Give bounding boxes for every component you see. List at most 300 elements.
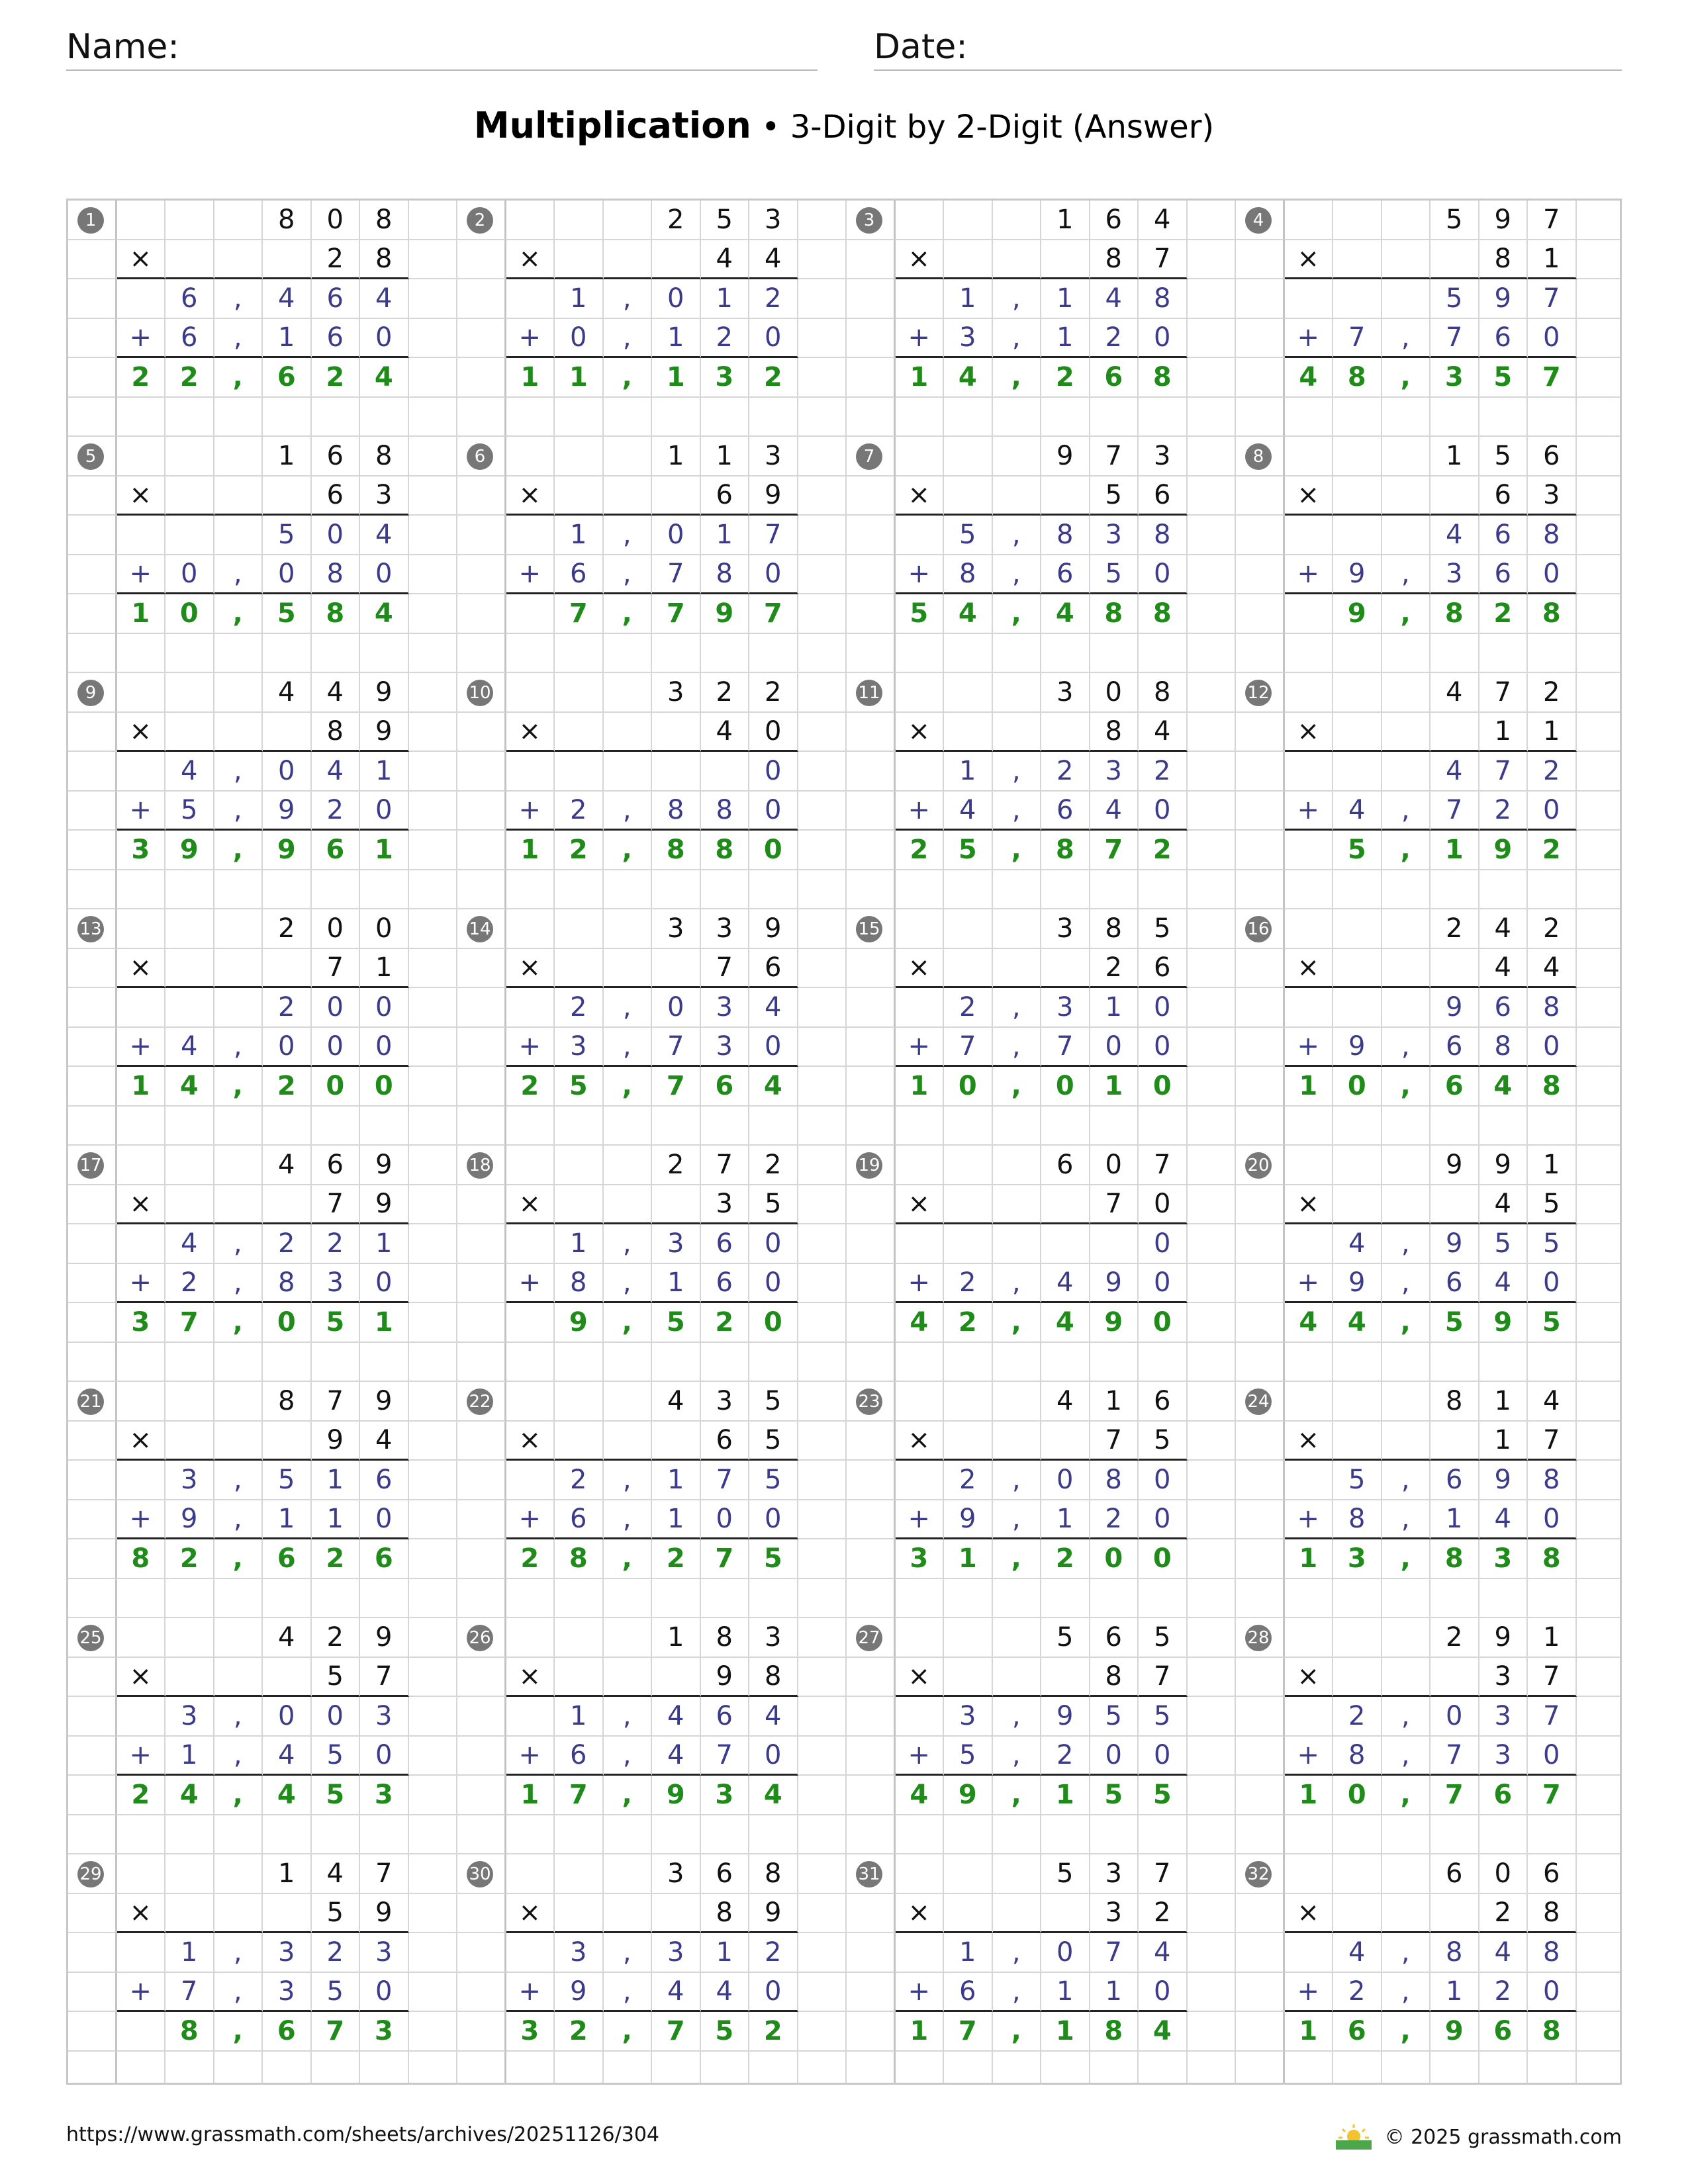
p2-digit: 5 [165, 792, 214, 831]
mult-digit: 1 [1479, 713, 1528, 752]
grid-cell [847, 555, 896, 595]
grid-cell [457, 1737, 506, 1776]
grid-cell [457, 988, 506, 1028]
p1-digit: 1 [360, 1224, 409, 1264]
p1-digit: 4 [1479, 1933, 1528, 1973]
grid-cell [409, 358, 458, 398]
grid-cell [117, 437, 166, 477]
grid-cell [896, 516, 945, 555]
ans-digit: 1 [360, 1303, 409, 1343]
top-digit: 7 [1139, 1146, 1188, 1185]
grid-cell [68, 1737, 117, 1776]
grid-cell [993, 1618, 1042, 1658]
ans-digit: 1 [1430, 831, 1479, 870]
problem-number-badge: 14 [467, 916, 493, 942]
grid-cell [555, 240, 604, 280]
ans-digit: 4 [1139, 2012, 1188, 2052]
ans-digit: 2 [555, 831, 604, 870]
grid-cell [652, 398, 701, 437]
grid-cell [117, 1579, 166, 1619]
grid-cell [1041, 1579, 1090, 1619]
grid-cell [1236, 477, 1285, 516]
p2-digit: 3 [312, 1264, 361, 1304]
grid-cell [1285, 1618, 1334, 1658]
mult-digit: 6 [1479, 477, 1528, 516]
grid-cell [1382, 1343, 1431, 1383]
p2-digit: 9 [263, 792, 312, 831]
p1-digit: 2 [749, 279, 798, 319]
problem-25 [68, 1618, 457, 1854]
grid-cell [798, 1815, 847, 1855]
grid-cell [409, 1618, 458, 1658]
grid-cell [68, 319, 117, 359]
p2-digit: 3 [944, 319, 993, 359]
grid-cell [1577, 949, 1622, 989]
p1-digit: 4 [1430, 516, 1479, 555]
ans-digit: 8 [1528, 594, 1577, 634]
grid-cell [1577, 792, 1622, 831]
grid-cell [457, 1303, 506, 1343]
grid-cell [1577, 1422, 1622, 1461]
grid-cell [214, 2052, 263, 2085]
grid-cell [847, 1224, 896, 1264]
grid-cell [604, 1815, 653, 1855]
grid-cell [993, 713, 1042, 752]
top-digit: 5 [1139, 1618, 1188, 1658]
plus-sign: + [896, 1500, 945, 1540]
ans-digit: 3 [1333, 1539, 1382, 1579]
ans-digit: , [214, 358, 263, 398]
grid-cell [1236, 279, 1285, 319]
ans-digit: 6 [263, 1539, 312, 1579]
p1-digit: , [993, 988, 1042, 1028]
p1-digit: 6 [1479, 516, 1528, 555]
grid-cell [117, 1933, 166, 1973]
grass-sun-icon [1332, 2123, 1376, 2151]
problem-number-badge: 5 [77, 443, 104, 470]
grid-cell [1333, 752, 1382, 792]
grid-cell [1236, 1776, 1285, 1815]
grid-cell [555, 398, 604, 437]
problem-3 [847, 201, 1236, 437]
grid-cell [1236, 1461, 1285, 1500]
grid-cell [1382, 1107, 1431, 1146]
p1-digit: 9 [1430, 1224, 1479, 1264]
grid-cell [457, 1658, 506, 1698]
grid-cell [1236, 2052, 1285, 2085]
grid-cell [1236, 1303, 1285, 1343]
p1-digit: 4 [652, 1697, 701, 1737]
grid-cell [652, 1579, 701, 1619]
grid-cell [896, 1461, 945, 1500]
ans-digit: , [993, 594, 1042, 634]
grid-cell [896, 398, 945, 437]
grid-cell [506, 1224, 555, 1264]
ans-digit: 4 [360, 358, 409, 398]
grid-cell [409, 870, 458, 910]
grid-cell [409, 555, 458, 595]
grid-cell [652, 1107, 701, 1146]
grid-cell [944, 1146, 993, 1185]
grid-cell [1577, 2012, 1622, 2052]
grid-cell [993, 1854, 1042, 1894]
grid-cell [1577, 634, 1622, 674]
grid-cell [409, 1500, 458, 1540]
grid-cell [847, 358, 896, 398]
top-digit: 1 [263, 437, 312, 477]
ans-digit: 0 [1333, 1776, 1382, 1815]
grid-cell [1577, 594, 1622, 634]
grid-cell [1041, 2052, 1090, 2085]
ans-digit: , [214, 1539, 263, 1579]
grid-cell [457, 1933, 506, 1973]
grid-cell [409, 1579, 458, 1619]
grid-cell [409, 634, 458, 674]
grid-cell [409, 1933, 458, 1973]
ans-digit: 6 [1333, 2012, 1382, 2052]
grid-cell [165, 1382, 214, 1422]
grid-cell [896, 909, 945, 949]
p1-digit: 3 [1090, 516, 1139, 555]
p2-digit: 0 [701, 1500, 750, 1540]
p2-digit: 4 [165, 1028, 214, 1068]
ans-digit: 2 [165, 1539, 214, 1579]
p2-digit: 8 [701, 555, 750, 595]
ans-digit: 1 [1041, 1776, 1090, 1815]
grid-cell [652, 1343, 701, 1383]
grid-cell [993, 1894, 1042, 1934]
top-digit: 6 [1139, 1382, 1188, 1422]
grid-cell [68, 1028, 117, 1068]
top-digit: 4 [312, 1854, 361, 1894]
plus-sign: + [896, 1264, 945, 1304]
problem-2 [457, 201, 847, 437]
p1-digit: 8 [1090, 1461, 1139, 1500]
problem-32 [1236, 1854, 1622, 2085]
mult-digit: 1 [1479, 1422, 1528, 1461]
ans-digit: 4 [360, 594, 409, 634]
ans-digit: 4 [263, 1776, 312, 1815]
grid-cell [1188, 594, 1237, 634]
grid-cell [993, 1224, 1042, 1264]
times-sign: × [896, 949, 945, 989]
grid-cell [847, 870, 896, 910]
grid-cell [1577, 1461, 1622, 1500]
problem-15 [847, 909, 1236, 1146]
grid-cell [457, 1500, 506, 1540]
top-digit: 9 [360, 673, 409, 713]
grid-cell [1139, 870, 1188, 910]
grid-cell [117, 1618, 166, 1658]
grid-cell [117, 1146, 166, 1185]
grid-cell [506, 1107, 555, 1146]
grid-cell [896, 752, 945, 792]
grid-cell [68, 398, 117, 437]
top-digit: 0 [360, 909, 409, 949]
top-digit: 7 [1090, 437, 1139, 477]
p2-digit: 0 [749, 1028, 798, 1068]
problem-18 [457, 1146, 847, 1382]
ans-digit: 8 [1430, 594, 1479, 634]
grid-cell [1577, 831, 1622, 870]
date-field[interactable] [874, 20, 1622, 71]
ans-digit: , [604, 1067, 653, 1107]
ans-digit: 0 [1333, 1067, 1382, 1107]
grid-cell [944, 673, 993, 713]
top-digit: 6 [1528, 1854, 1577, 1894]
grid-cell [409, 1264, 458, 1304]
grid-cell [798, 1973, 847, 2013]
problem-number-badge: 3 [856, 207, 882, 234]
grid-cell [1188, 713, 1237, 752]
p2-digit: , [214, 1264, 263, 1304]
grid-cell [1090, 1343, 1139, 1383]
ans-digit: 8 [1430, 1539, 1479, 1579]
grid-cell [1333, 1618, 1382, 1658]
grid-cell [555, 870, 604, 910]
ans-digit: 2 [165, 358, 214, 398]
grid-cell [847, 2012, 896, 2052]
p1-digit: 0 [749, 1224, 798, 1264]
ans-digit: 4 [1285, 358, 1334, 398]
grid-cell [798, 1422, 847, 1461]
mult-digit: 1 [360, 949, 409, 989]
p2-digit: , [1382, 1500, 1431, 1540]
ans-digit: , [1382, 1776, 1431, 1815]
mult-digit: 8 [312, 713, 361, 752]
p1-digit: 0 [312, 988, 361, 1028]
mult-digit: 8 [1090, 240, 1139, 280]
footer-url[interactable]: https://www.grassmath.com/sheets/archives/20251126/304 [66, 2123, 660, 2146]
ans-digit: 8 [1090, 2012, 1139, 2052]
problem-27 [847, 1618, 1236, 1854]
plus-sign: + [896, 555, 945, 595]
grid-cell [263, 634, 312, 674]
grid-cell [360, 398, 409, 437]
grid-cell [555, 1815, 604, 1855]
title-bullet: • [761, 109, 790, 146]
p2-digit: 0 [360, 1973, 409, 2013]
plus-sign: + [1285, 1264, 1334, 1304]
grid-cell [1333, 1854, 1382, 1894]
p1-digit: 1 [555, 516, 604, 555]
p2-digit: 8 [1333, 1500, 1382, 1540]
ans-digit: 8 [1090, 594, 1139, 634]
grid-cell [1285, 1146, 1334, 1185]
grid-cell [1139, 398, 1188, 437]
problem-26 [457, 1618, 847, 1854]
mult-digit: 2 [1479, 1894, 1528, 1934]
grid-cell [1577, 358, 1622, 398]
grid-cell [214, 1343, 263, 1383]
mult-digit: 9 [749, 1894, 798, 1934]
grid-cell [1236, 1422, 1285, 1461]
grid-cell [555, 752, 604, 792]
top-digit: 6 [701, 1854, 750, 1894]
problem-16 [1236, 909, 1622, 1146]
grid-cell [798, 1028, 847, 1068]
grid-cell [117, 1224, 166, 1264]
p1-digit: 2 [555, 1461, 604, 1500]
grid-cell [263, 2052, 312, 2085]
grid-cell [214, 201, 263, 240]
ans-digit: 1 [1285, 1539, 1334, 1579]
p1-digit: 0 [1041, 1933, 1090, 1973]
top-digit: 0 [1090, 673, 1139, 713]
p2-digit: , [604, 1500, 653, 1540]
problem-14 [457, 909, 847, 1146]
problem-number-badge: 31 [856, 1861, 882, 1888]
grid-cell [798, 949, 847, 989]
grid-cell [847, 516, 896, 555]
grid-cell [749, 398, 798, 437]
grid-cell [1139, 2052, 1188, 2085]
ans-digit: , [1382, 831, 1431, 870]
grid-cell [68, 2012, 117, 2052]
ans-digit: 6 [263, 358, 312, 398]
ans-digit: , [604, 1303, 653, 1343]
p1-digit: 3 [652, 1224, 701, 1264]
grid-cell [68, 1185, 117, 1225]
grid-cell [1528, 1579, 1577, 1619]
grid-cell [1188, 752, 1237, 792]
p2-digit: , [1382, 1028, 1431, 1068]
grid-cell [1479, 1579, 1528, 1619]
p2-digit: 7 [944, 1028, 993, 1068]
grid-cell [1333, 988, 1382, 1028]
p1-digit: 1 [1041, 279, 1090, 319]
p1-digit: 1 [312, 1461, 361, 1500]
grid-cell [1236, 634, 1285, 674]
grid-cell [1285, 634, 1334, 674]
grid-cell [68, 792, 117, 831]
grid-cell [1236, 1579, 1285, 1619]
grid-cell [1236, 752, 1285, 792]
problem-number-badge: 23 [856, 1388, 882, 1415]
grid-cell [409, 1067, 458, 1107]
grid-cell [847, 1303, 896, 1343]
grid-cell [68, 1815, 117, 1855]
problem-number-badge: 16 [1245, 916, 1272, 942]
ans-digit: 7 [652, 1067, 701, 1107]
times-sign: × [506, 1422, 555, 1461]
mult-digit: 7 [1528, 1422, 1577, 1461]
grid-cell [798, 477, 847, 516]
grid-cell [165, 909, 214, 949]
grid-cell [1382, 516, 1431, 555]
grid-cell [409, 2012, 458, 2052]
grid-cell [1333, 713, 1382, 752]
grid-cell [555, 1422, 604, 1461]
grid-cell [165, 1107, 214, 1146]
grid-cell [944, 1224, 993, 1264]
p1-digit: 5 [1333, 1461, 1382, 1500]
grid-cell [1382, 713, 1431, 752]
grid-cell [1285, 673, 1334, 713]
grid-cell [652, 1422, 701, 1461]
problem-number-badge: 25 [77, 1625, 104, 1651]
grid-cell [993, 1658, 1042, 1698]
top-digit: 6 [1528, 437, 1577, 477]
grid-cell [312, 870, 361, 910]
problem-number-badge: 21 [77, 1388, 104, 1415]
grid-cell [1577, 1539, 1622, 1579]
grid-cell [457, 1422, 506, 1461]
grid-cell [847, 1697, 896, 1737]
ans-digit: 0 [1090, 1539, 1139, 1579]
p2-digit: 0 [263, 1028, 312, 1068]
grid-cell [165, 201, 214, 240]
plus-sign: + [506, 1028, 555, 1068]
top-digit: 2 [1528, 909, 1577, 949]
grid-cell [798, 1107, 847, 1146]
name-field[interactable] [66, 20, 818, 71]
grid-cell [1090, 1107, 1139, 1146]
grid-cell [1188, 988, 1237, 1028]
p1-digit: 7 [1090, 1933, 1139, 1973]
grid-cell [896, 1107, 945, 1146]
p2-digit: 2 [1090, 319, 1139, 359]
grid-cell [68, 1697, 117, 1737]
grid-cell [1188, 201, 1237, 240]
grid-cell [1333, 1894, 1382, 1934]
grid-cell [604, 1382, 653, 1422]
top-digit: 1 [652, 437, 701, 477]
grid-cell [457, 949, 506, 989]
grid-cell [1285, 752, 1334, 792]
problem-1 [68, 201, 457, 437]
p1-digit: 8 [1041, 516, 1090, 555]
mult-digit: 8 [1479, 240, 1528, 280]
grid-cell [1382, 437, 1431, 477]
grid-cell [1479, 634, 1528, 674]
problem-20 [1236, 1146, 1622, 1382]
grid-cell [117, 673, 166, 713]
grid-cell [652, 713, 701, 752]
grid-cell [506, 988, 555, 1028]
grid-cell [1577, 1933, 1622, 1973]
top-digit: 2 [263, 909, 312, 949]
grid-cell [847, 1973, 896, 2013]
top-digit: 2 [1528, 673, 1577, 713]
problem-number-badge: 28 [1245, 1625, 1272, 1651]
grid-cell [506, 2052, 555, 2085]
grid-cell [896, 1146, 945, 1185]
grid-cell [701, 1343, 750, 1383]
grid-cell [798, 1303, 847, 1343]
problem-number-badge: 19 [856, 1152, 882, 1179]
p2-digit: 0 [1528, 555, 1577, 595]
grid-cell [165, 1343, 214, 1383]
p2-digit: 0 [555, 319, 604, 359]
grid-cell [798, 1461, 847, 1500]
grid-cell [409, 988, 458, 1028]
p2-digit: , [993, 1973, 1042, 2013]
p1-digit: 4 [1430, 752, 1479, 792]
grid-cell [1333, 870, 1382, 910]
p2-digit: 1 [652, 1264, 701, 1304]
p1-digit: 1 [165, 1933, 214, 1973]
top-digit: 6 [312, 437, 361, 477]
ans-digit: 7 [944, 2012, 993, 2052]
p2-digit: 2 [1090, 1500, 1139, 1540]
times-sign: × [1285, 477, 1334, 516]
p2-digit: 6 [944, 1973, 993, 2013]
grid-cell [1430, 1107, 1479, 1146]
p2-digit: 0 [1528, 1028, 1577, 1068]
grid-cell [1382, 1815, 1431, 1855]
grid-cell [457, 752, 506, 792]
